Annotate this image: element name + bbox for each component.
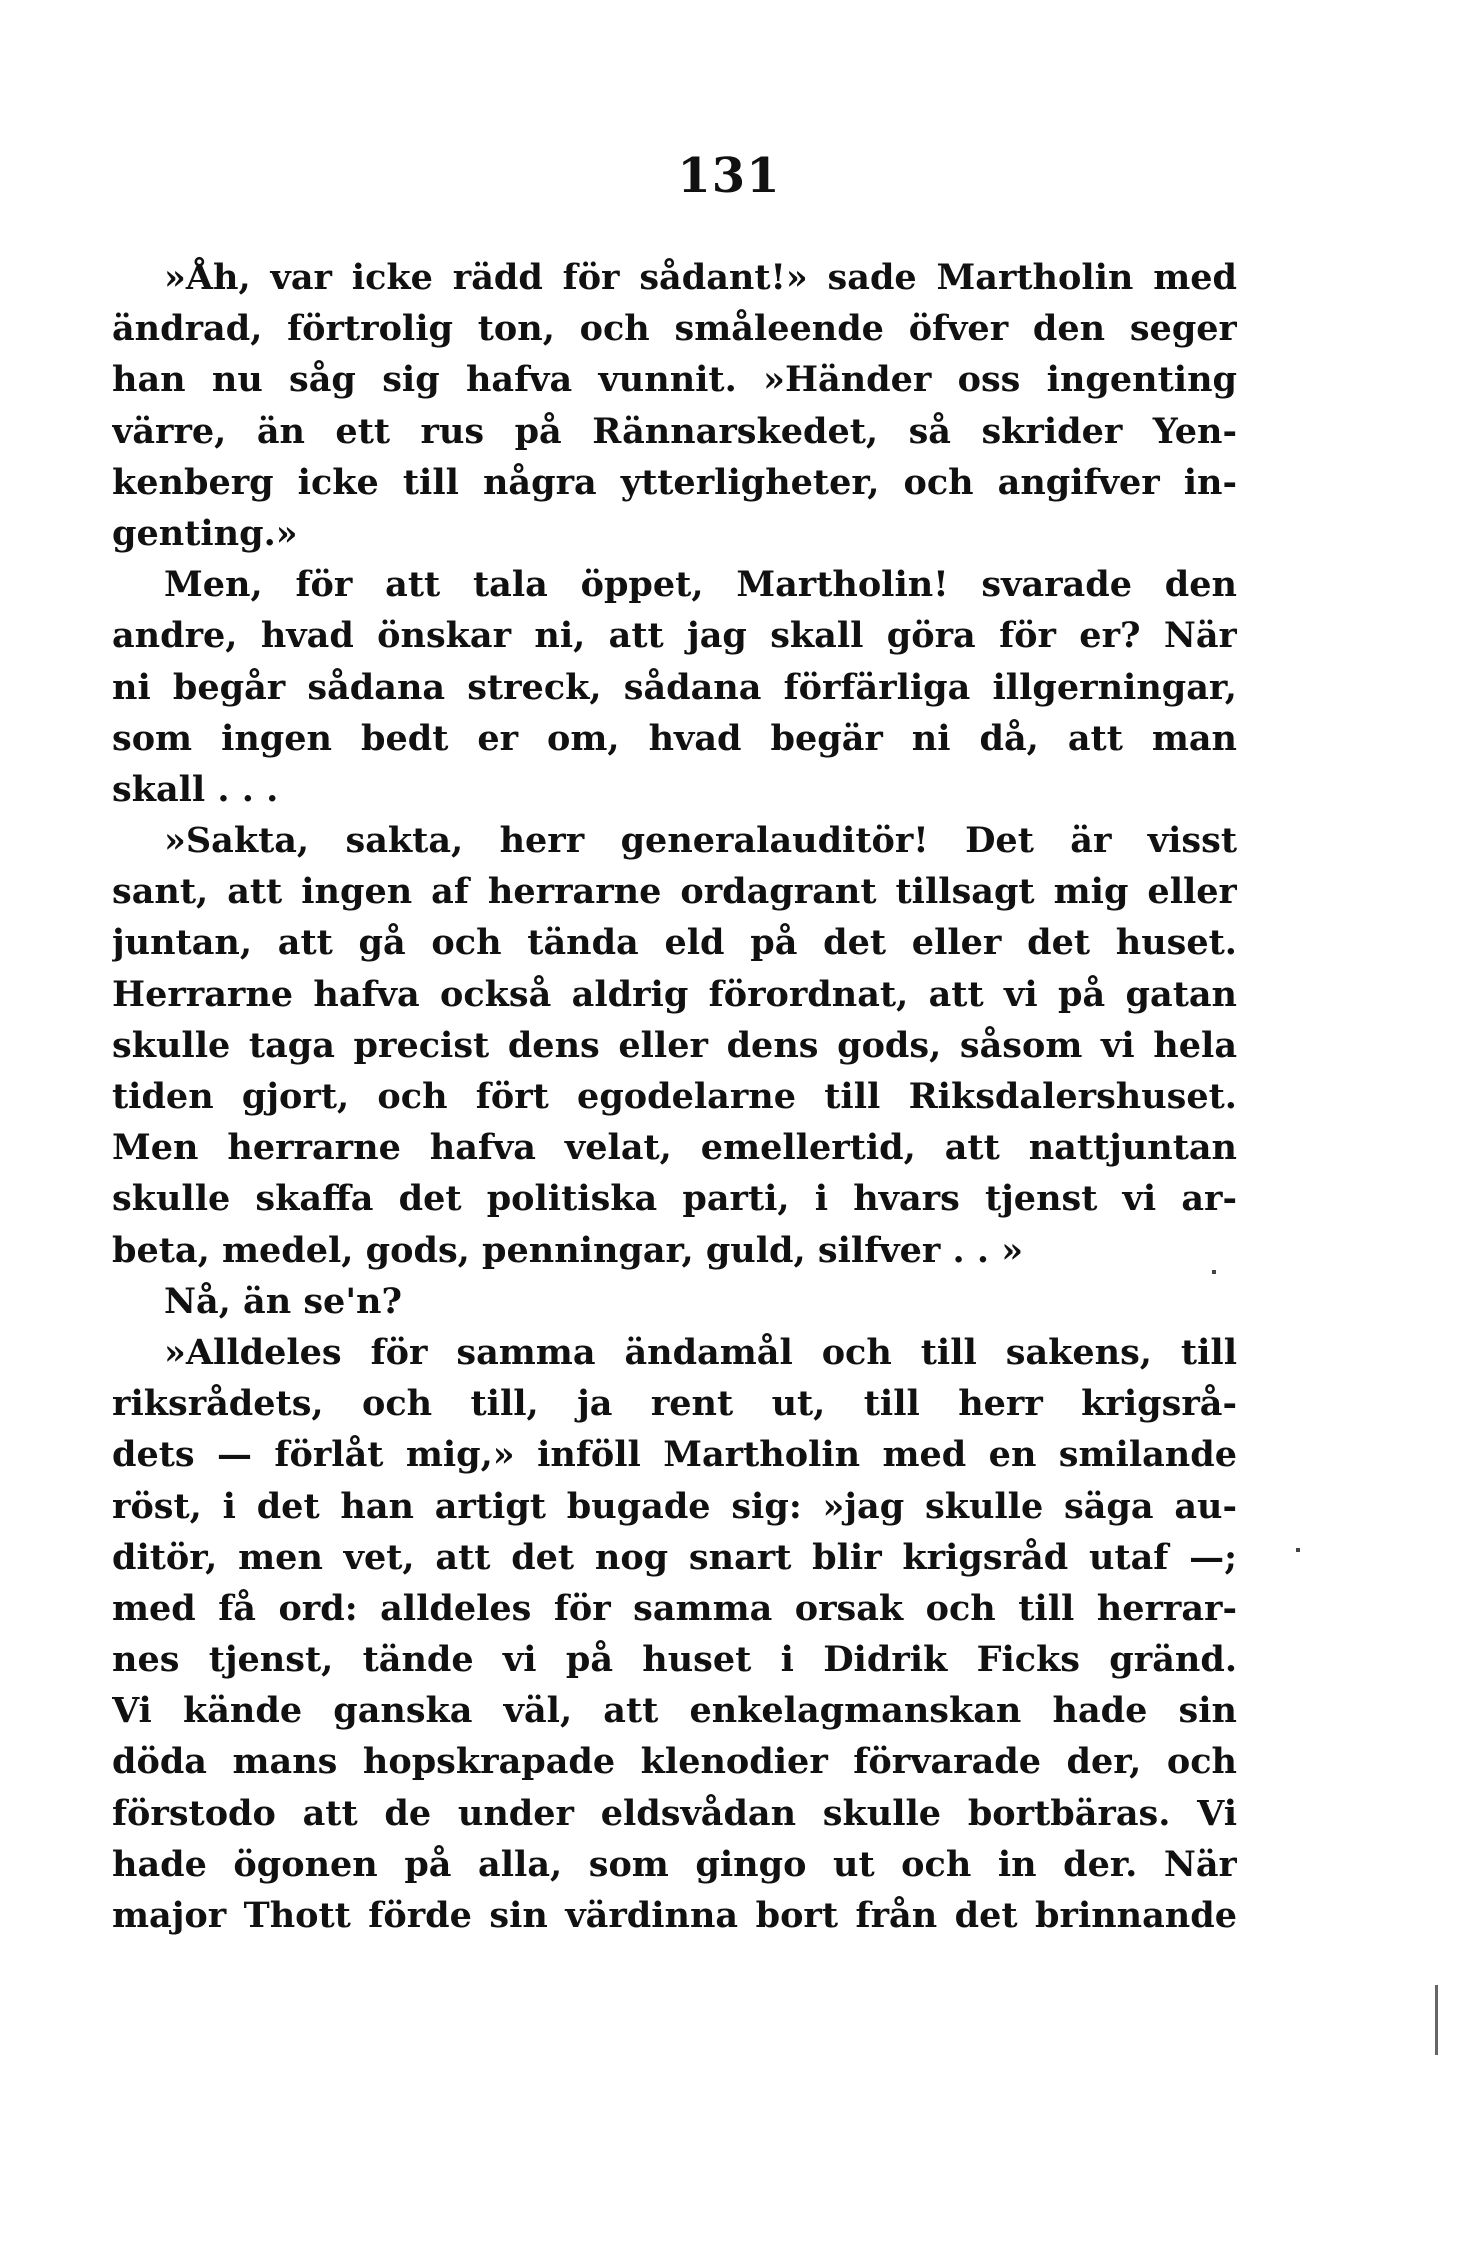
text-line: skall . . .	[112, 768, 279, 810]
text-line: som ingen bedt er om, hvad begär ni då, att man	[112, 717, 1237, 759]
text-line: värre, än ett rus på Rännarskedet, så skrider Yen-	[112, 410, 1237, 452]
text-line: ändrad, förtrolig ton, och småleende öfver den seger	[112, 308, 1237, 350]
text-line: nes tjenst, tände vi på huset i Didrik Ficks gränd.	[112, 1639, 1237, 1681]
text-line: kenberg icke till några ytterligheter, och angifver in-	[112, 461, 1237, 503]
text-line: skulle taga precist dens eller dens gods, såsom vi hela	[112, 1024, 1237, 1066]
text-line: »Alldeles för samma ändamål och till sakens, till	[164, 1331, 1237, 1373]
text-line: hade ögonen på alla, som gingo ut och in der. När	[112, 1843, 1237, 1885]
text-line: sant, att ingen af herrarne ordagrant tillsagt mig eller	[112, 871, 1237, 913]
text-line: »Åh, var icke rädd för sådant!» sade Martholin med	[164, 257, 1237, 298]
text-line: juntan, att gå och tända eld på det eller det huset.	[112, 922, 1237, 964]
print-speck	[1212, 1270, 1216, 1274]
text-line: »Sakta, sakta, herr generalauditör! Det är visst	[164, 820, 1237, 862]
text-line: Men, för att tala öppet, Martholin! svarade den	[164, 564, 1237, 606]
text-line: ditör, men vet, att det nog snart blir krigsråd utaf —;	[112, 1536, 1237, 1578]
text-line: tiden gjort, och fört egodelarne till Riksdalershuset.	[112, 1076, 1237, 1117]
text-line: andre, hvad önskar ni, att jag skall göra för er? När	[112, 615, 1237, 657]
text-line: ni begår sådana streck, sådana förfärliga illgerningar,	[112, 666, 1237, 708]
text-line: dets — förlåt mig,» inföll Martholin med en smilande	[112, 1434, 1237, 1476]
page-number: 131	[677, 148, 781, 204]
text-line: med få ord: alldeles för samma orsak och till herrar-	[112, 1587, 1237, 1629]
text-line: förstodo att de under eldsvådan skulle bortbäras. Vi	[112, 1792, 1237, 1834]
text-line: röst, i det han artigt bugade sig: »jag skulle säga au-	[112, 1485, 1237, 1527]
text-line: riksrådets, och till, ja rent ut, till herr krigsrå-	[112, 1383, 1237, 1425]
text-line: Nå, än se'n?	[164, 1280, 402, 1322]
text-line: Vi kände ganska väl, att enkelagmanskan hade sin	[112, 1690, 1237, 1732]
scan-edge-mark	[1435, 1985, 1438, 2055]
text-line: beta, medel, gods, penningar, guld, silfver . . »	[112, 1229, 1024, 1271]
text-line: Men herrarne hafva velat, emellertid, att nattjuntan	[112, 1127, 1237, 1169]
text-line: major Thott förde sin värdinna bort från det brinnande	[112, 1895, 1237, 1936]
body-text	[112, 252, 1237, 1941]
text-line: skulle skaffa det politiska parti, i hvars tjenst vi ar-	[112, 1178, 1237, 1220]
text-line: döda mans hopskrapade klenodier förvarade der, och	[112, 1741, 1237, 1783]
text-line: Herrarne hafva också aldrig förordnat, att vi på gatan	[112, 973, 1237, 1015]
text-line: han nu såg sig hafva vunnit. »Händer oss ingenting	[112, 359, 1237, 401]
print-speck	[1296, 1548, 1300, 1552]
text-line: genting.»	[112, 512, 298, 554]
